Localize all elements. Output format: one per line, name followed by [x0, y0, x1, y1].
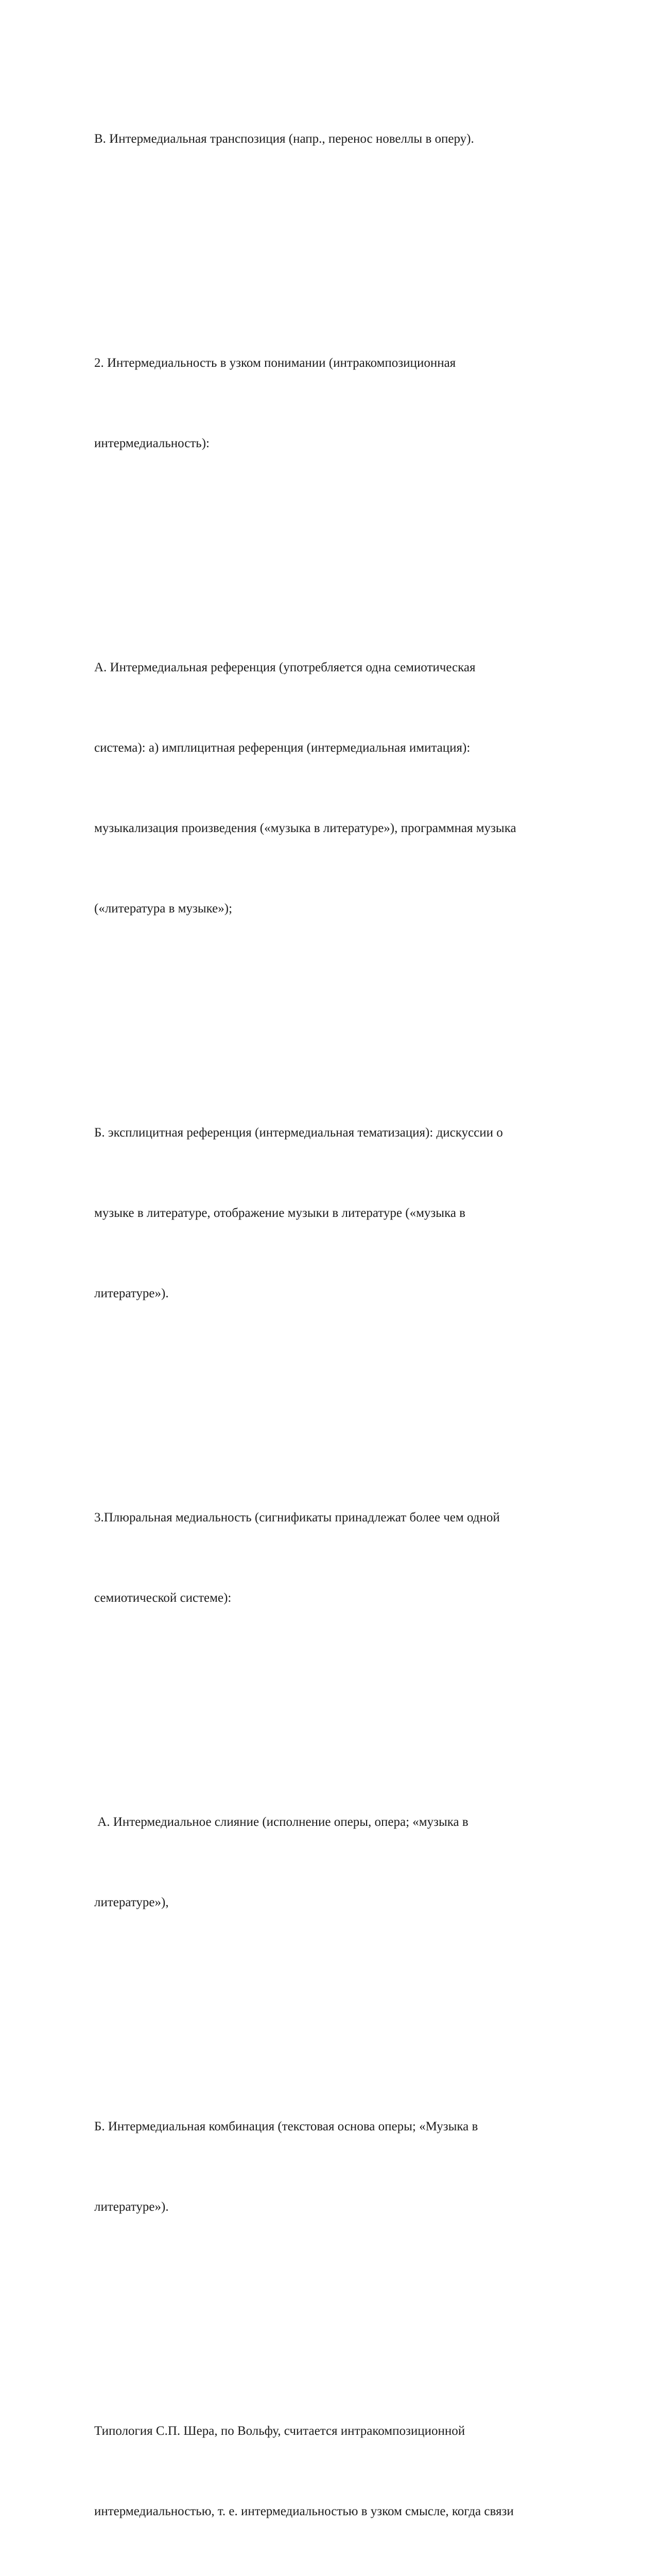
- text-line: литературе»).: [94, 2200, 169, 2214]
- paragraph-explicit-reference: [94, 1066, 644, 1361]
- text-line: 3.Плюральная медиальность (сигнификаты принадлежат более чем одной: [94, 1511, 500, 1524]
- text-line: Б. Интермедиальная комбинация (текстовая основа оперы; «Музыка в: [94, 2120, 478, 2133]
- paragraph-transposition: [94, 72, 644, 206]
- paragraph-intermedial-fusion: [94, 1755, 644, 1970]
- text-line: музыке в литературе, отображение музыки в литературе («музыка в: [94, 1206, 465, 1220]
- text-line: А. Интермедиальная референция (употребляется одна семиотическая: [94, 660, 476, 674]
- text-line: В. Интермедиальная транспозиция (напр., перенос новеллы в оперу).: [94, 132, 474, 146]
- paragraph-intermedial-combination: [94, 2060, 644, 2274]
- paragraph-narrow-intermediality: [94, 296, 644, 511]
- paragraph-intermedial-reference: [94, 601, 644, 976]
- text-line: Б. эксплицитная референция (интермедиальная тематизация): дискуссии о: [94, 1126, 503, 1140]
- text-line: А. Интермедиальное слияние (исполнение оперы, опера; «музыка в: [94, 1815, 469, 1829]
- text-line: Типология С.П. Шера, по Вольфу, считается интракомпозиционной: [94, 2424, 465, 2438]
- text-line: интермедиальность):: [94, 436, 210, 450]
- text-line: («литература в музыке»);: [94, 902, 233, 916]
- text-line: интермедиальностью, т. е. интермедиальностью в узком смысле, когда связи: [94, 2504, 514, 2518]
- text-line: литературе»).: [94, 1286, 169, 1300]
- text-line: семиотической системе):: [94, 1591, 232, 1605]
- paragraph-sher-typology: [94, 2364, 644, 2576]
- text-line: литературе»),: [94, 1895, 169, 1909]
- text-line: музыкализация произведения («музыка в литературе»), программная музыка: [94, 821, 516, 835]
- paragraph-plural-mediality: [94, 1451, 644, 1665]
- text-line: система): а) имплицитная референция (интермедиальная имитация):: [94, 741, 471, 755]
- text-line: 2. Интермедиальность в узком понимании (интракомпозиционная: [94, 356, 456, 370]
